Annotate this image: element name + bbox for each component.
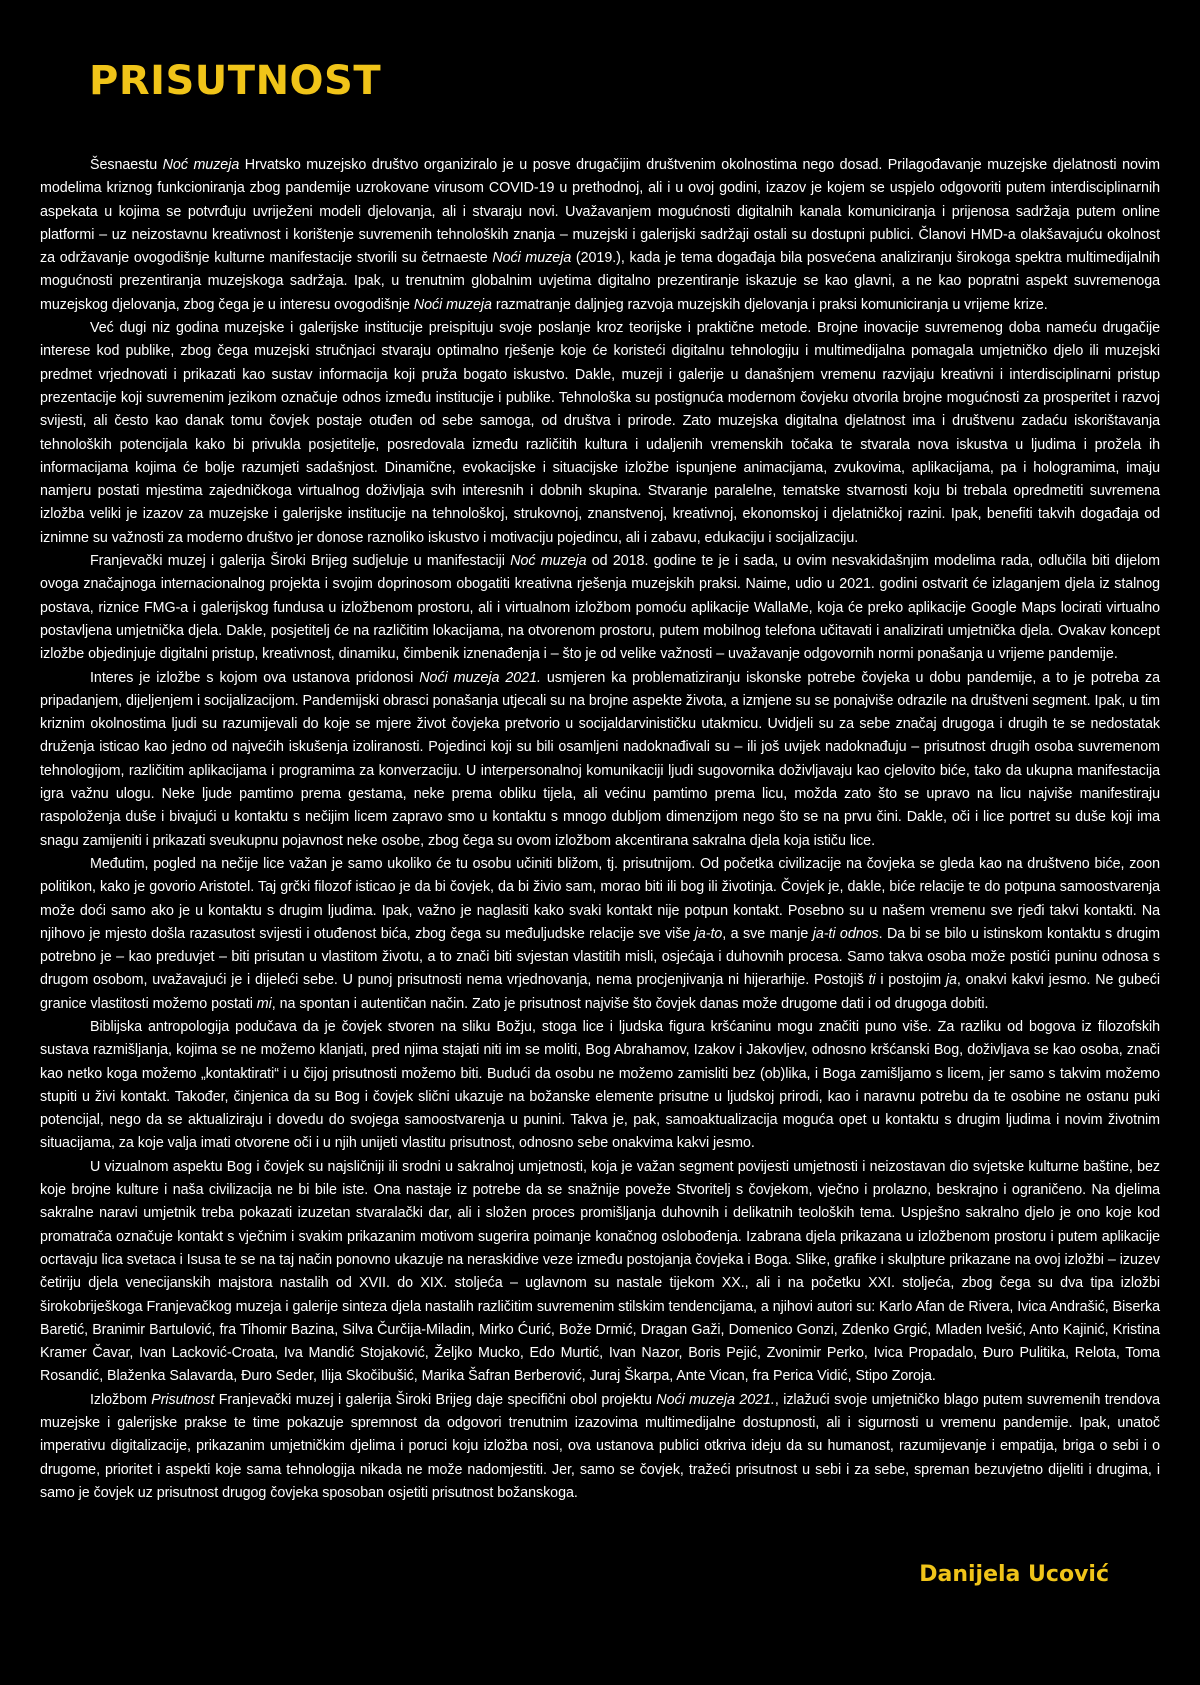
italic-text: Noći muzeja <box>492 250 572 267</box>
author-signature: Danijela Ucović <box>919 1562 1109 1587</box>
text-segment: razmatranje daljnjeg razvoja muzejskih djelovanja i praksi komuniciranja u vrijeme krize. <box>491 296 1048 313</box>
paragraph <box>40 1156 1160 1389</box>
text-segment: U vizualnom aspektu Bog i čovjek su najsličniji ili srodni u sakralnoj umjetnosti, koja je važan segment povijesti umjetnosti i neizostavan dio svjetske kulturne baštine, bez koje brojne kulture i naša civilizacija ne bi bile iste. Ona nastaje iz potrebe da se snažnije poveže Stvoritelj s čovjekom, vječno i prolazno, beskrajno i ograničeno. Na djelima sakralne naravi umjetnik treba pokazati izuzetan stvaralački dar, ali i složen proces promišljanja duhovnih i delikatnih teoloških tema. Uspješno sakralno djelo je ono koje kod promatrača označuje kontakt s vječnim i svakim prikazanim motivom sugerira poimanje konačnog oslobođenja. Izabrana djela prikazana u izložbenom prostoru i putem aplikacije ocrtavaju lica svetaca i Isusa te se na taj način ponovno ukazuje na neraskidive veze između postojanja čovjeka i Boga. Slike, grafike i skulpture prikazane na ovoj izložbi – izuzev četiriju djela venecijanskih majstora nastalih od XVII. do XIX. stoljeća – uglavnom su nastale tijekom XX., ali i na početku XXI. stoljeća, zbog čega su dva tipa izložbi širokobriješkoga Franjevačkog muzeja i galerije sinteza djela nastalih različitim suvremenim stilskim tendencijama, a njihovi autori su: Karlo Afan de Rivera, Ivica Andrašić, Biserka Baretić, Branimir Bartulović, fra Tihomir Bazina, Silva Čurčija-Miladin, Mirko Ćurić, Bože Drmić, Dragan Gaži, Domenico Gonzi, Zdenko Grgić, Mladen Ivešić, Anto Kajinić, Kristina Kramer Čavar, Ivan Lacković-Croata, Iva Mandić Stojaković, Željko Mucko, Edo Murtić, Ivan Nazor, Boris Pejić, Zvonimir Perko, Ivica Propadalo, Đuro Pulitika, Relota, Toma Rosandić, Blaženka Salavarda, Đuro Seder, Ilija Skočibušić, Marika Šafran Berberović, Juraj Škarpa, Ante Vican, fra Perica Vidić, Stipo Zoroja. <box>40 1158 1160 1385</box>
text-segment: Izložbom <box>90 1391 152 1408</box>
italic-text: ja-ti odnos <box>812 925 879 942</box>
paragraph <box>40 317 1160 550</box>
text-segment: (2019.), kada je tema događaja bila posvećena analiziranju širokoga spektra multimedijalnih mogućnosti prezentiranja muzejskoga sadržaja. Ipak, u trenutnim globalnim uvjetima digitalno prezentiranje iskazuje se kao glavni, a ne kao popratni aspekt suvremenoga muzejskog djelovanja, zbog čega je u interesu ovogodišnje <box>40 250 1160 313</box>
text-segment: . Da bi se bilo u istinskom kontaktu s drugim potrebno je – kao preduvjet – biti prisutan u vlastitom životu, a to znači biti svjestan vlastitih misli, osjećaja i duhovnih procesa. Samo takva osoba može postići puninu odnosa s drugom osobom, uvažavajući je i dijeleći sebe. U punoj prisutnosti nema vrjednovanja, nema procjenjivanja ni hijerarhije. Postojiš <box>40 925 1160 989</box>
paragraph <box>40 1016 1160 1156</box>
italic-text: Noći muzeja 2021. <box>419 669 541 686</box>
text-segment: Biblijska antropologija podučava da je čovjek stvoren na sliku Božju, stoga lice i ljudska figura kršćaninu mogu značiti puno više. Za razliku od bogova iz filozofskih sustava razmišljanja, kojima se ne možemo klanjati, pred njima stajati niti im se moliti, Bog Abrahamov, Izakov i Jakovljev, odnosno kršćanski Bog, doživljava se kao osoba, znači kao netko koga možemo „kontaktirati“ i u čijoj prisutnosti možemo biti. Budući da osobu ne možemo zamisliti bez (ob)lika, i Boga zamišljamo s licem, jer samo s takvim možemo stupiti u živi kontakt. Također, činjenica da su Bog i čovjek slični ukazuje na božanske elemente prisutne u ljudskoj prirodi, kao i naravnu potrebu da te osobine ne ostanu puki potencijal, nego da se aktualiziraju i dovedu do svojega samoostvarenja u punini. Takva je, pak, samoaktualizacija moguća opet u kontaktu s drugim ljudima i novim životnim situacijama, za koje valja imati otvorene oči i u njih unijeti vlastitu prisutnost, odnosno sebe onakvima kakvi jesmo. <box>40 1018 1160 1152</box>
italic-text: ja <box>945 972 957 989</box>
text-segment: Franjevački muzej i galerija Široki Brijeg daje specifični obol projektu <box>214 1391 657 1408</box>
italic-text: ti <box>868 972 876 989</box>
italic-text: mi <box>256 995 272 1012</box>
text-segment: , izlažući svoje umjetničko blago putem suvremenih trendova muzejske i galerijske prakse te time pokazuje spremnost da odgovori trenutnim izazovima multimedijalne dostupnosti, ali i sigurnosti u vremenu pandemije. Ipak, unatoč imperativu digitalizacije, prikazanim umjetničkim djelima i poruci koju izložba nosi, ova ustanova publici otkriva ideju da su humanost, razumijevanje i empatija, briga o sebi i o drugome, prioritet i aspekti koje sama tehnologija nikada ne može nadomjestiti. Jer, samo se čovjek, tražeći prisutnost u sebi i za sebe, spreman bezuvjetno dijeliti i drugima, i samo je čovjek uz prisutnost drugog čovjeka sposoban osjetiti prisutnost božanskoga. <box>40 1391 1161 1501</box>
italic-text: ja-to <box>694 925 723 942</box>
text-segment: i postojim <box>875 972 946 989</box>
article-body <box>40 154 1160 1505</box>
text-segment: Hrvatsko muzejsko društvo organiziralo je u posve drugačijim društvenim okolnostima nego dosad. Prilagođavanje muzejske djelatnosti novim modelima kriznog funkcioniranja zbog pandemije uzrokovane virusom COVID-19 u prethodnoj, ali i u ovoj godini, izazov je kojem se uspjelo odgovoriti putem interdisciplinarnih aspekata u kojima se potvrđuju uvriježeni modeli djelovanja, ali i stvaraju novi. Uvažavanjem mogućnosti digitalnih kanala komuniciranja i prijenosa sadržaja putem online platformi – uz neizostavnu kreativnost i korištenje suvremenih tehnoloških znanja – muzejski i galerijski sadržaji ostali su dostupni publici. Članovi HMD-a olakšavajuću okolnost za održavanje ovogodišnje kulturne manifestacije stvorili su četrnaeste <box>40 157 1160 267</box>
text-segment: Franjevački muzej i galerija Široki Brijeg sudjeluje u manifestaciji <box>90 553 511 570</box>
paragraph <box>40 667 1160 853</box>
text-segment: usmjeren ka problematiziranju iskonske potrebe čovjeka u dobu pandemije, a to je potreba za pripadanjem, dijeljenjem i socijalizacijom. Pandemijski obrasci ponašanja utjecali su na brojne aspekte života, a izmjene su se ponajviše odrazile na društveni segment. Ipak, u tim kriznim okolnostima ljudi su razumijevali do koje se mjere život čovjeka pretvorio u socijaldarvinističku utakmicu. Uvidjeli su za sebe značaj drugoga i drugih te se nedostatak druženja isticao kao jedno od najvećih iskušenja izoliranosti. Pojedinci koji su bili osamljeni nadoknađivali su – ili još uvijek nadoknađuju – prisutnost drugih osoba suvremenom tehnologijom, različitim aplikacijama i programima za konverzaciju. U interpersonalnoj komunikaciji ljudi sugovornika doživljavaju kao cjelovito biće, tako da ukupna manifestacija igra važnu ulogu. Neke ljude pamtimo prema gestama, neke prema obliku tijela, ali većinu pamtimo prema licu, možda zato što se upravo na licu najviše manifestiraju raspoloženja duše i bivajući u kontaktu s nečijim licem zapravo smo u kontaktu s mnogo dubljom dimenzijom nego što se na prvu čini. Dakle, oči i lice portret su duše koji ima snagu zamijeniti i prikazati sveukupnu pojavnost neke osobe, zbog čega su ovom izložbom akcentirana sakralna djela koja ističu lice. <box>40 669 1161 849</box>
page-title: PRISUTNOST <box>89 58 382 104</box>
italic-text: Prisutnost <box>151 1391 215 1408</box>
text-segment: , onakvi kakvi jesmo. Ne gubeći granice vlastitosti možemo postati <box>40 972 1160 1012</box>
paragraph <box>40 1389 1160 1505</box>
paragraph <box>40 853 1160 1016</box>
text-segment: , na spontan i autentičan način. Zato je prisutnost najviše što čovjek danas može drugome dati i od drugoga dobiti. <box>271 995 989 1012</box>
paragraph <box>40 550 1160 666</box>
text-segment: od 2018. godine te je i sada, u ovim nesvakidašnjim modelima rada, odlučila biti dijelom ovoga značajnoga internacionalnog projekta i svojim doprinosom obogatiti kreativna rješenja muzejskih praksi. Naime, udio u 2021. godini ostvarit će izlaganjem djela iz stalnog postava, riznice FMG-a i galerijskog fundusa u izložbenom prostoru, ali i virtualnom izložbom pomoću aplikacije WallaMe, koja će preko aplikacije Google Maps locirati virtualno postavljena umjetnička djela. Dakle, posjetitelj će na različitim lokacijama, na otvorenom prostoru, putem mobilnog telefona učitavati i analizirati umjetnička djela. Ovakav koncept izložbe objedinjuje digitalni pristup, kreativnost, dinamiku, čimbenik iznenađenja i – što je od velike važnosti – uvažavanje odgovornih normi ponašanja u vrijeme pandemije. <box>40 553 1160 663</box>
italic-text: Noći muzeja 2021. <box>656 1391 775 1408</box>
italic-text: Noć muzeja <box>510 553 587 570</box>
text-segment: Već dugi niz godina muzejske i galerijske institucije preispituju svoje poslanje kroz teorijske i praktične metode. Brojne inovacije suvremenog doba nameću drugačije interese kod publike, zbog čega muzejski stručnjaci stvaraju optimalno rješenje koje će koristeći digitalnu tehnologiju i multimedijalna pomagala umjetničko djelo ili muzejski predmet vrjednovati i prikazati kao sustav informacija koji pruža bogato iskustvo. Dakle, muzeji i galerije u današnjem vremenu razvijaju kreativni i interdisciplinarni pristup prezentacije koji suvremenim jezikom označuje odnos između institucije i publike. Tehnološka su postignuća modernom čovjeku otvorila brojne mogućnosti za prosperitet i razvoj svijesti, ali često kao danak tomu čovjek postaje otuđen od sebe samoga, od društva i prirode. Zato muzejska digitalna djelatnost ima i društvenu zadaću iskorištavanja tehnoloških potencijala kako bi privukla posjetitelje, posredovala između različitih kultura i udaljenih vremenskih točaka te stvarala nova iskustva u ljudima i prožela ih informacijama kojima će bolje razumjeti sadašnjost. Dinamične, evokacijske i situacijske izložbe ispunjene animacijama, zvukovima, aplikacijama, pa i hologramima, imaju namjeru postati mjestima zajedničkoga virtualnog doživljaja svih interesnih i dobnih skupina. Stvaranje paralelne, tematske stvarnosti koju bi trebala opredmetiti suvremena izložba veliki je izazov za muzejske i galerijske institucije na tehnološkoj, strukovnoj, znanstvenoj, kreativnoj, ekonomskoj i djelatničkoj razini. Ipak, benefiti takvih događaja od iznimne su važnosti za moderno društvo jer donose raznoliko iskustvo i motivaciju pojedincu, ali i zabavu, edukaciju i socijalizaciju. <box>40 320 1160 546</box>
italic-text: Noći muzeja <box>413 296 492 313</box>
text-segment: Šesnaestu <box>90 157 163 173</box>
italic-text: Noć muzeja <box>162 157 240 173</box>
text-segment: , a sve manje <box>722 925 813 942</box>
text-segment: Interes je izložbe s kojom ova ustanova pridonosi <box>90 669 420 686</box>
text-segment: Međutim, pogled na nečije lice važan je samo ukoliko će tu osobu učiniti bližom, tj. prisutnijom. Od početka civilizacije na čovjeka se gleda kao na društveno biće, zoon politikon, kako je govorio Aristotel. Taj grčki filozof isticao je da bi čovjek, da bi živio sam, morao biti ili bog ili životinja. Čovjek je, dakle, biće relacije te do potpuna samoostvarenja može doći samo ako je u kontaktu s drugim ljudima. Ipak, važno je naglasiti kako svaki kontakt nije potpun kontakt. Posebno su u našem vremenu sve rjeđi takvi kontakti. Na njihovo je mjesto došla razasutost svijesti i otuđenost bića, zbog čega su međuljudske relacije sve više <box>40 855 1160 942</box>
paragraph <box>40 154 1160 317</box>
